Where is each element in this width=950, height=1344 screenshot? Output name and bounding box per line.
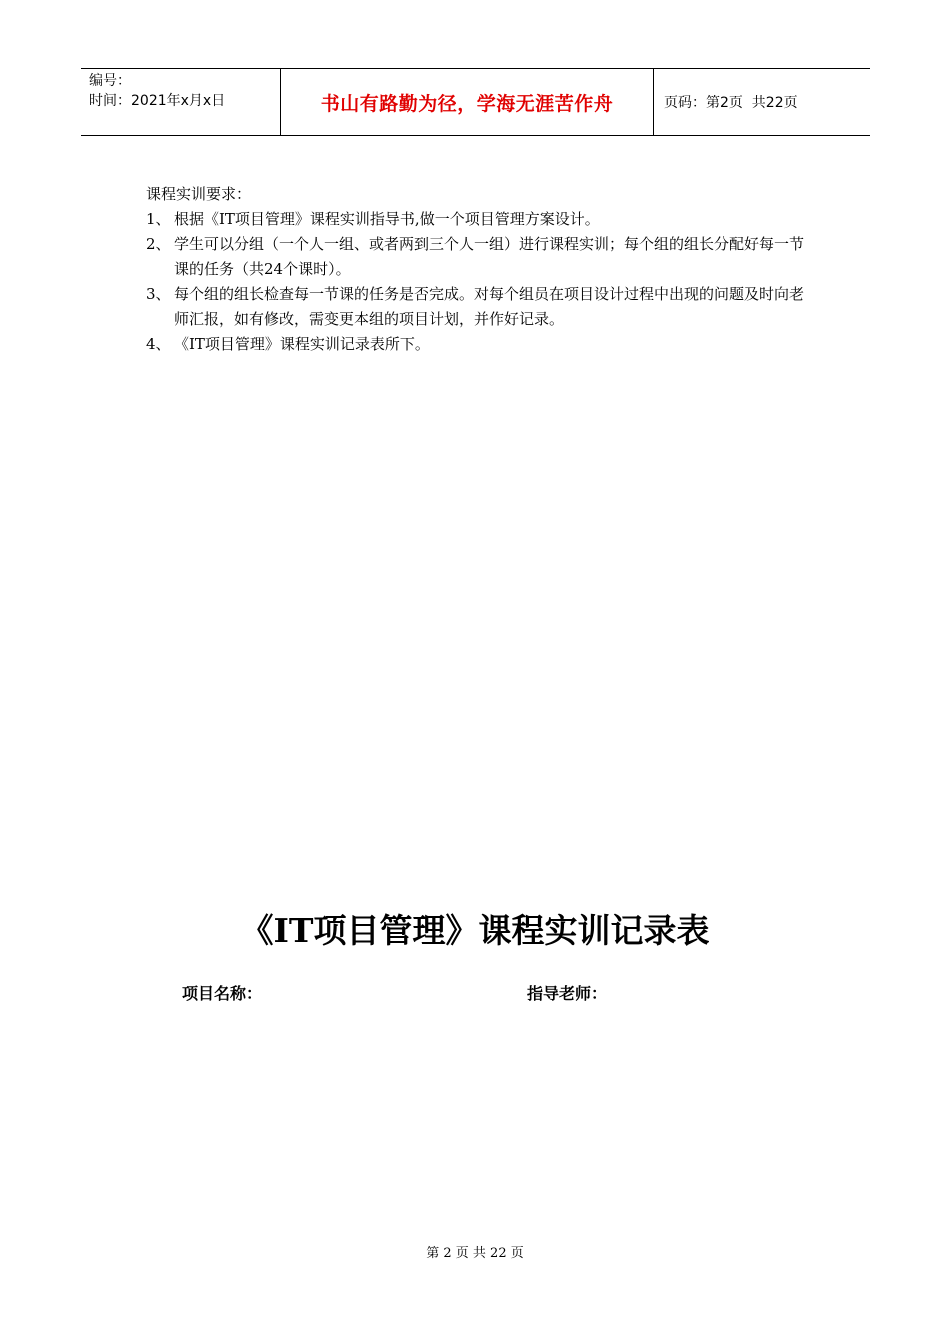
requirement-item: [146, 332, 812, 357]
project-name-label: 项目名称：: [182, 984, 263, 1003]
requirement-number: 1、: [146, 210, 171, 228]
teacher-label: 指导老师：: [527, 984, 608, 1003]
requirement-text: 《IT项目管理》课程实训记录表所下。: [174, 335, 430, 353]
requirement-item: [146, 207, 812, 232]
number-label: 编号：: [89, 73, 131, 89]
requirement-number: 3、: [146, 285, 171, 303]
header-meta: [81, 69, 281, 135]
requirement-text: 学生可以分组（一个人一组、或者两到三个人一组）进行课程实训；每个组的组长分配好每一节课的任务（共24个课时）。: [174, 235, 805, 278]
page-info-text: 页码：第2页 共22页: [664, 95, 798, 111]
requirements-heading: 课程实训要求：: [146, 185, 252, 203]
requirement-text: 根据《IT项目管理》课程实训指导书,做一个项目管理方案设计。: [174, 210, 600, 228]
header-motto: 书山有路勤为径，学海无涯苦作舟: [281, 69, 654, 135]
requirement-number: 4、: [146, 335, 171, 353]
document-header: [81, 68, 870, 136]
requirements-list: [146, 207, 812, 357]
header-page-info: [654, 69, 870, 135]
requirements-section: [146, 182, 812, 357]
requirement-item: [146, 282, 812, 332]
requirement-text: 每个组的组长检查每一节课的任务是否完成。对每个组员在项目设计过程中出现的问题及时向老师汇报，如有修改，需变更本组的项目计划，并作好记录。: [174, 285, 805, 328]
requirement-item: [146, 232, 812, 282]
time-label: 时间：2021年x月x日: [89, 93, 226, 109]
page-footer: 第 2 页 共 22 页: [426, 1246, 524, 1261]
requirement-number: 2、: [146, 235, 171, 253]
record-table-title: 《IT项目管理》课程实训记录表: [240, 911, 710, 950]
